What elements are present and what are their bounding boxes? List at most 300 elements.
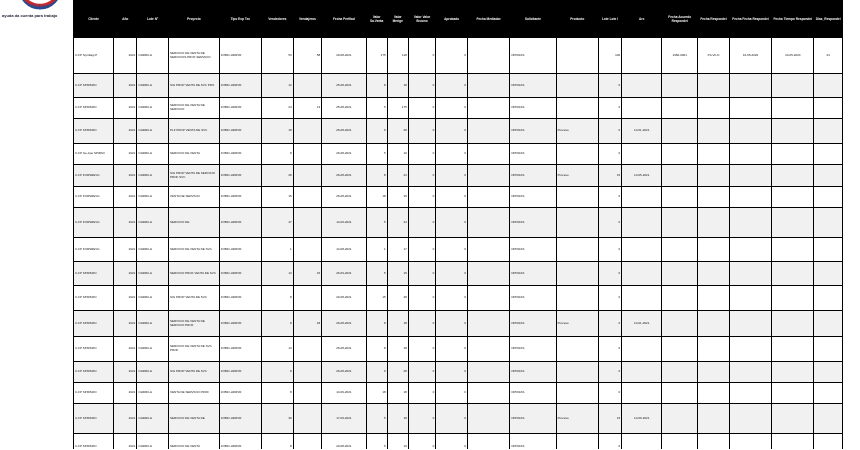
table-cell: SIG PROP VENTA DE SVC: [169, 286, 220, 311]
table-cell: Proceso: [556, 311, 598, 337]
table-cell: [662, 119, 698, 144]
table-cell: 0: [436, 404, 468, 434]
table-cell: [698, 119, 730, 144]
table-cell: [814, 74, 843, 98]
table-header-row: [74, 1, 843, 38]
table-row[interactable]: [74, 74, 843, 98]
table-cell: 26-08-2021: [322, 311, 366, 337]
table-cell: [622, 238, 662, 262]
table-cell: [772, 262, 814, 286]
table-cell: 17-09-2021: [322, 404, 366, 434]
table-cell: [622, 434, 662, 450]
table-cell: SERVICIO DE: [169, 208, 220, 238]
table-cell: [467, 434, 509, 450]
table-cell: [814, 262, 843, 286]
table-cell: 2021: [114, 38, 137, 74]
table-row[interactable]: [74, 165, 843, 187]
table-cell: OPFIRAS: [510, 238, 556, 262]
table-cell: [772, 119, 814, 144]
table-cell: SERVICIO PROF VENTA DE SVC: [169, 262, 220, 286]
table-cell: [772, 238, 814, 262]
table-cell: SERVICIO DE VENTA: [169, 144, 220, 165]
table-cell: [698, 238, 730, 262]
table-cell: 20-08-2021: [322, 286, 366, 311]
table-cell: [293, 165, 322, 187]
table-cell: C-FP FORSREVG: [74, 208, 114, 238]
table-cell: 15: [293, 262, 322, 286]
table-cell: [772, 74, 814, 98]
table-cell: OHDR0-H: [137, 187, 169, 208]
table-cell: PLF PROP VENTA DE SVC: [169, 119, 220, 144]
table-cell: [814, 362, 843, 383]
table-cell: 2021: [114, 262, 137, 286]
column-header[interactable]: Valor Sa.Venta: [366, 1, 387, 38]
table-cell: 0: [598, 337, 621, 362]
table-cell: [729, 165, 771, 187]
table-cell: OHDR0-H: [137, 165, 169, 187]
table-cell: 24: [262, 98, 294, 119]
column-header[interactable]: Arc: [622, 1, 662, 38]
table-cell: OPFIRAS: [510, 208, 556, 238]
table-cell: [467, 362, 509, 383]
table-cell: 0: [408, 262, 435, 286]
table-cell: [814, 337, 843, 362]
table-cell: [556, 98, 598, 119]
table-cell: [814, 404, 843, 434]
table-cell: SERVICIO DE VENTA: [169, 434, 220, 450]
table-cell: OHDR0-H: [137, 262, 169, 286]
table-cell: [729, 311, 771, 337]
table-cell: 10-09-2021: [622, 404, 662, 434]
table-cell: C-FP FORSREVG: [74, 238, 114, 262]
column-header[interactable]: Fecha Respondei: [698, 1, 730, 38]
table-cell: JOBIO-HDRVR: [219, 434, 261, 450]
table-cell: 0: [436, 286, 468, 311]
table-cell: JOBIO-HDRVR: [219, 74, 261, 98]
table-cell: OHDR0-H: [137, 383, 169, 404]
table-cell: [662, 337, 698, 362]
table-cell: Proceso: [556, 404, 598, 434]
table-cell: JOBIO-HDRVR: [219, 383, 261, 404]
table-cell: [814, 208, 843, 238]
table-cell: OPFIRAS: [510, 434, 556, 450]
table-cell: 2021: [114, 144, 137, 165]
table-row[interactable]: [74, 208, 843, 238]
table-cell: 0: [598, 208, 621, 238]
table-cell: 18: [387, 337, 408, 362]
table-cell: OPFIRAS: [510, 74, 556, 98]
table-cell: [467, 144, 509, 165]
table-cell: 9: [366, 362, 387, 383]
column-header[interactable]: Lote N°: [137, 1, 169, 38]
table-cell: 0: [598, 98, 621, 119]
table-row[interactable]: [74, 311, 843, 337]
table-cell: JOBIO-HDRVR: [219, 311, 261, 337]
table-cell: VENTA DE SERVICIO: [169, 187, 220, 208]
table-cell: 1960-0001: [662, 38, 698, 74]
table-cell: OPFIRAS: [510, 383, 556, 404]
table-cell: 10-01-2021: [622, 119, 662, 144]
table-cell: [662, 208, 698, 238]
table-cell: 25-08-2021: [322, 74, 366, 98]
table-cell: 0: [408, 383, 435, 404]
column-header[interactable]: Valor Valor Bruono: [408, 1, 435, 38]
table-cell: 0: [408, 98, 435, 119]
table-cell: [729, 187, 771, 208]
table-cell: [293, 434, 322, 450]
table-cell: 24: [814, 38, 843, 74]
table-cell: 175: [387, 98, 408, 119]
table-cell: 2021: [114, 286, 137, 311]
table-cell: 0: [436, 187, 468, 208]
table-cell: 25-08-2021: [322, 98, 366, 119]
table-cell: 26-09-2021: [322, 262, 366, 286]
table-cell: JOBIO-HDRVR: [219, 98, 261, 119]
column-header[interactable]: Año: [114, 1, 137, 38]
table-cell: 28: [387, 119, 408, 144]
table-cell: [772, 208, 814, 238]
table-cell: [293, 187, 322, 208]
table-cell: 10-05-2020: [772, 38, 814, 74]
table-row[interactable]: [74, 238, 843, 262]
table-cell: [772, 144, 814, 165]
table-cell: 0: [598, 286, 621, 311]
table-cell: 26-08-2021: [322, 165, 366, 187]
table-cell: 0: [436, 383, 468, 404]
logo-caption: ayuda da cuenta para trabajo: [2, 13, 58, 18]
table-cell: 0: [408, 434, 435, 450]
table-row[interactable]: [74, 38, 843, 74]
table-cell: 12: [262, 74, 294, 98]
table-cell: 0: [598, 311, 621, 337]
table-cell: [622, 144, 662, 165]
table-cell: [772, 286, 814, 311]
table-cell: [293, 238, 322, 262]
table-cell: JOBIO-HDRVR: [219, 119, 261, 144]
table-cell: 13: [262, 262, 294, 286]
table-cell: 18: [387, 404, 408, 434]
column-header[interactable]: Fecha Fecha Respondei: [729, 1, 771, 38]
table-cell: [729, 98, 771, 119]
table-cell: 2021: [114, 98, 137, 119]
table-cell: [467, 262, 509, 286]
table-cell: 2021: [114, 165, 137, 187]
table-cell: [698, 404, 730, 434]
table-cell: [293, 119, 322, 144]
table-cell: C-FP Ge-Ape SPIRS3: [74, 144, 114, 165]
table-cell: 0: [436, 165, 468, 187]
table-cell: 26-08-2021: [322, 119, 366, 144]
table-cell: [293, 337, 322, 362]
table-cell: 18: [387, 383, 408, 404]
table-cell: 15: [262, 187, 294, 208]
table-cell: [556, 383, 598, 404]
table-row[interactable]: [74, 434, 843, 450]
table-cell: OHDR0-H: [137, 238, 169, 262]
table-cell: 8: [262, 362, 294, 383]
table-cell: [729, 74, 771, 98]
table-cell: C-FP FORSREVG: [74, 165, 114, 187]
table-cell: 20-08-2021: [322, 38, 366, 74]
table-row[interactable]: [74, 144, 843, 165]
table-cell: [622, 262, 662, 286]
table-cell: 28: [387, 362, 408, 383]
table-cell: 2021: [114, 383, 137, 404]
table-row[interactable]: [74, 383, 843, 404]
table-cell: [662, 165, 698, 187]
table-cell: VENTA DE SERVICIO PROF: [169, 383, 220, 404]
table-cell: OHDR0-H: [137, 337, 169, 362]
table-cell: 5: [366, 144, 387, 165]
table-cell: [698, 208, 730, 238]
table-cell: 2021: [114, 337, 137, 362]
table-cell: 39: [262, 404, 294, 434]
table-cell: [622, 286, 662, 311]
table-cell: 15: [598, 165, 621, 187]
table-cell: OHDR0-H: [137, 404, 169, 434]
table-cell: 8: [366, 311, 387, 337]
column-header[interactable]: Valor Merige: [387, 1, 408, 38]
table-cell: SERVICIO DE VENTA DE SERVICIOS PROF SERVICIO: [169, 38, 220, 74]
column-header[interactable]: Fecha Perfilad: [322, 1, 366, 38]
table-cell: [814, 187, 843, 208]
table-cell: OHDR0-H: [137, 98, 169, 119]
table-cell: C-FP SPIRS3IO: [74, 311, 114, 337]
table-cell: [698, 187, 730, 208]
table-cell: OHDR0-H: [137, 38, 169, 74]
table-cell: [556, 362, 598, 383]
table-cell: OPFIRAS: [510, 187, 556, 208]
table-cell: OPFIRAS: [510, 38, 556, 74]
table-cell: [662, 362, 698, 383]
table-cell: 8: [262, 286, 294, 311]
table-cell: 0: [436, 144, 468, 165]
table-cell: OPFIRAS: [510, 119, 556, 144]
table-cell: [467, 187, 509, 208]
table-cell: [729, 119, 771, 144]
column-header[interactable]: Solicitante: [510, 1, 556, 38]
table-cell: JOBIO-HDRVR: [219, 187, 261, 208]
table-cell: 2021: [114, 74, 137, 98]
table-cell: [622, 187, 662, 208]
table-cell: 0: [408, 311, 435, 337]
table-row[interactable]: [74, 286, 843, 311]
table-cell: [556, 286, 598, 311]
table-cell: [729, 208, 771, 238]
table-cell: [729, 362, 771, 383]
table-cell: C-FP SPIRS3IO: [74, 434, 114, 450]
table-row[interactable]: [74, 119, 843, 144]
table-cell: 5: [366, 98, 387, 119]
table-cell: OHDR0-H: [137, 74, 169, 98]
column-header[interactable]: Cliente: [74, 1, 114, 38]
column-header[interactable]: Producto: [556, 1, 598, 38]
table-cell: 5: [366, 208, 387, 238]
table-cell: JOBIO-HDRVR: [219, 404, 261, 434]
table-cell: 1: [366, 238, 387, 262]
table-cell: [467, 238, 509, 262]
table-cell: Proceso: [556, 165, 598, 187]
column-header[interactable]: Aprobado: [436, 1, 468, 38]
table-cell: 8: [262, 434, 294, 450]
table-cell: [622, 337, 662, 362]
table-cell: C-FP SPIRS3IO: [74, 337, 114, 362]
table-cell: [772, 362, 814, 383]
table-cell: 18: [262, 119, 294, 144]
column-header[interactable]: Fecha Mediador: [467, 1, 509, 38]
table-cell: 0: [436, 434, 468, 450]
table-row[interactable]: [74, 362, 843, 383]
table-cell: [698, 337, 730, 362]
table-cell: C-FP SPIRS3IO: [74, 74, 114, 98]
table-cell: [698, 434, 730, 450]
table-cell: SERVICIO DE VENTA DE SERVICIO: [169, 98, 220, 119]
table-cell: [662, 262, 698, 286]
table-cell: [814, 119, 843, 144]
table-cell: 2021: [114, 238, 137, 262]
table-cell: C-FP SPIRS3IO: [74, 286, 114, 311]
table-cell: 2021: [114, 434, 137, 450]
table-cell: [698, 311, 730, 337]
table-body: [74, 38, 843, 450]
table-cell: OPFIRAS: [510, 311, 556, 337]
table-cell: JOBIO-HDRVR: [219, 286, 261, 311]
table-cell: [772, 98, 814, 119]
column-header[interactable]: Proyecto: [169, 1, 220, 38]
table-cell: 0: [436, 119, 468, 144]
table-cell: [556, 434, 598, 450]
column-header[interactable]: Tipo Exp Tec: [219, 1, 261, 38]
table-cell: [467, 286, 509, 311]
table-cell: 0: [436, 98, 468, 119]
table-cell: C-FP FORSREVG: [74, 187, 114, 208]
table-cell: SERVICIO DE VENTA DE: [169, 404, 220, 434]
column-header[interactable]: Fecha Tiempo Respondei: [772, 1, 814, 38]
table-cell: 0: [408, 165, 435, 187]
table-cell: 14-08-2021: [322, 238, 366, 262]
table-cell: SERVICIO DE VENTA DE SERVICIO PROF: [169, 311, 220, 337]
table-cell: 8: [366, 165, 387, 187]
table-cell: [293, 383, 322, 404]
table-cell: [467, 165, 509, 187]
table-cell: OHDR0-H: [137, 311, 169, 337]
table-cell: [814, 311, 843, 337]
table-cell: 24: [387, 208, 408, 238]
table-cell: 8: [262, 383, 294, 404]
table-cell: [467, 337, 509, 362]
column-header[interactable]: Vendajeros: [293, 1, 322, 38]
table-cell: 26-08-2021: [322, 337, 366, 362]
table-cell: 5: [366, 434, 387, 450]
column-header[interactable]: Dias_Respondei: [814, 1, 843, 38]
table-cell: 0: [436, 262, 468, 286]
table-cell: 0: [436, 362, 468, 383]
table-cell: OHDR0-H: [137, 434, 169, 450]
table-row[interactable]: [74, 187, 843, 208]
column-header[interactable]: Lote Lote I: [598, 1, 621, 38]
table-row[interactable]: [74, 337, 843, 362]
table-cell: [772, 165, 814, 187]
table-cell: 0: [436, 38, 468, 74]
table-cell: JOBIO-HDRVR: [219, 238, 261, 262]
table-cell: C-FP SPIRS3IO: [74, 119, 114, 144]
table-cell: 10-05-2021: [622, 165, 662, 187]
table-cell: [662, 98, 698, 119]
table-cell: OPFIRAS: [510, 404, 556, 434]
table-cell: JOBIO-HDRVR: [219, 165, 261, 187]
table-cell: 2021: [114, 362, 137, 383]
table-cell: 0: [436, 208, 468, 238]
column-header[interactable]: Vendedores: [262, 1, 294, 38]
table-cell: OPFIRAS: [510, 337, 556, 362]
table-cell: C-FP SPIRS3IO: [74, 98, 114, 119]
table-cell: [729, 383, 771, 404]
table-cell: [814, 238, 843, 262]
table-cell: 2021: [114, 404, 137, 434]
table-cell: [467, 74, 509, 98]
table-cell: 53: [262, 38, 294, 74]
table-cell: 0: [598, 144, 621, 165]
table-row[interactable]: [74, 98, 843, 119]
table-cell: 15: [366, 286, 387, 311]
table-cell: 0: [436, 311, 468, 337]
table-cell: [698, 362, 730, 383]
table-cell: [467, 38, 509, 74]
table-cell: 118: [387, 38, 408, 74]
table-cell: [467, 98, 509, 119]
table-cell: [814, 434, 843, 450]
table-cell: OPFIRAS: [510, 165, 556, 187]
column-header[interactable]: Fecha Acuerdo Respondei: [662, 1, 698, 38]
table-cell: [293, 208, 322, 238]
table-cell: 0: [436, 337, 468, 362]
data-table-container[interactable]: [73, 0, 843, 449]
table-cell: 0: [598, 262, 621, 286]
table-cell: OPFIRAS: [510, 144, 556, 165]
table-cell: OHDR0-H: [137, 362, 169, 383]
table-cell: [772, 337, 814, 362]
table-cell: 15: [387, 187, 408, 208]
table-cell: [662, 404, 698, 434]
table-cell: 15: [387, 262, 408, 286]
table-cell: [729, 238, 771, 262]
table-cell: OPFIRAS: [510, 286, 556, 311]
table-row[interactable]: [74, 404, 843, 434]
table-cell: [729, 434, 771, 450]
table-cell: FS-VF-D: [698, 38, 730, 74]
table-cell: [698, 165, 730, 187]
table-cell: [293, 144, 322, 165]
table-cell: 0: [598, 238, 621, 262]
table-cell: 8: [262, 311, 294, 337]
table-cell: [622, 362, 662, 383]
table-cell: [772, 404, 814, 434]
table-cell: 13: [293, 98, 322, 119]
table-cell: [467, 119, 509, 144]
table-cell: [556, 187, 598, 208]
table-cell: [729, 144, 771, 165]
table-cell: [622, 74, 662, 98]
table-cell: 0: [598, 362, 621, 383]
company-logo: [18, 0, 62, 12]
table-cell: 0: [408, 337, 435, 362]
table-cell: 20-08-2021: [322, 434, 366, 450]
table-cell: [556, 144, 598, 165]
table-cell: [814, 98, 843, 119]
table-row[interactable]: [74, 262, 843, 286]
table-cell: 0: [436, 238, 468, 262]
table-cell: [698, 144, 730, 165]
